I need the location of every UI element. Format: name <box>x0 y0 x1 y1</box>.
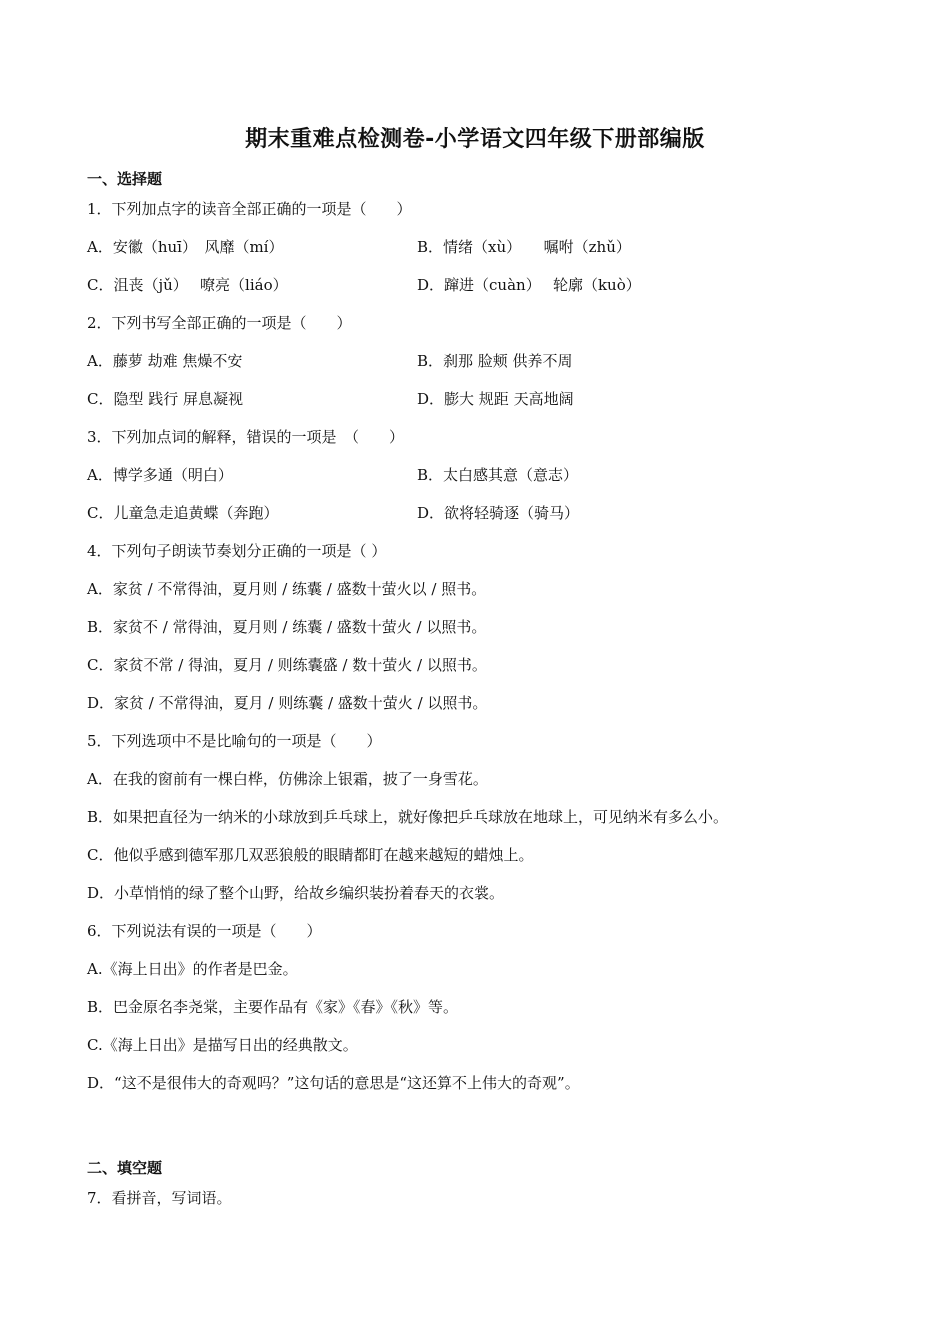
section-heading-fill-blank: 二、填空题 <box>87 1159 163 1177</box>
question-1-option-c: C．沮丧（jǔ） 嘹亮（liáo） <box>87 276 288 294</box>
question-5-option-c: C．他似乎感到德军那几双恶狼般的眼睛都盯在越来越短的蜡烛上。 <box>87 846 534 864</box>
question-4-option-d: D．家贫 / 不常得油，夏月 / 则练囊 / 盛数十萤火 / 以照书。 <box>87 694 488 712</box>
question-6-option-c: C.《海上日出》是描写日出的经典散文。 <box>87 1036 358 1054</box>
section-heading-choice: 一、选择题 <box>87 170 163 188</box>
question-2-option-c: C．隐型 践行 屏息凝视 <box>87 390 244 408</box>
question-3-option-b: B．太白感其意（意志） <box>417 466 579 484</box>
question-6-option-d: D．“这不是很伟大的奇观吗？”这句话的意思是“这还算不上伟大的奇观”。 <box>87 1074 580 1092</box>
question-2-option-d: D．膨大 规距 天高地阔 <box>417 390 574 408</box>
question-4-stem: 4．下列句子朗读节奏划分正确的一项是（ ） <box>87 542 387 560</box>
question-2-option-b: B．刹那 脸颊 供养不周 <box>417 352 573 370</box>
question-1-stem: 1．下列加点字的读音全部正确的一项是（ ） <box>87 200 412 218</box>
question-3-stem: 3．下列加点词的解释，错误的一项是 （ ） <box>87 428 405 446</box>
question-1-option-a: A．安徽（huī） 风靡（mí） <box>87 238 284 256</box>
question-3-option-c: C．儿童急走追黄蝶（奔跑） <box>87 504 279 522</box>
question-6-stem: 6．下列说法有误的一项是（ ） <box>87 922 322 940</box>
question-6-option-b: B．巴金原名李尧棠，主要作品有《家》《春》《秋》等。 <box>87 998 459 1016</box>
question-7-stem: 7．看拼音，写词语。 <box>87 1189 232 1207</box>
question-5-stem: 5．下列选项中不是比喻句的一项是（ ） <box>87 732 382 750</box>
question-4-option-b: B．家贫不 / 常得油，夏月则 / 练囊 / 盛数十萤火 / 以照书。 <box>87 618 487 636</box>
question-4-option-c: C．家贫不常 / 得油，夏月 / 则练囊盛 / 数十萤火 / 以照书。 <box>87 656 487 674</box>
question-3-option-d: D．欲将轻骑逐（骑马） <box>417 504 580 522</box>
question-2-stem: 2．下列书写全部正确的一项是（ ） <box>87 314 352 332</box>
question-5-option-b: B．如果把直径为一纳米的小球放到乒乓球上，就好像把乒乓球放在地球上，可见纳米有多么小。 <box>87 808 729 826</box>
question-2-option-a: A．藤萝 劫难 焦燥不安 <box>87 352 243 370</box>
question-1-option-b: B．情绪（xù） 嘱咐（zhǔ） <box>417 238 631 256</box>
question-6-option-a: A.《海上日出》的作者是巴金。 <box>87 960 298 978</box>
document-title: 期末重难点检测卷-小学语文四年级下册部编版 <box>245 127 705 152</box>
question-4-option-a: A．家贫 / 不常得油，夏月则 / 练囊 / 盛数十萤火以 / 照书。 <box>87 580 487 598</box>
question-3-option-a: A．博学多通（明白） <box>87 466 233 484</box>
question-1-option-d: D．蹿进（cuàn） 轮廓（kuò） <box>417 276 641 294</box>
question-5-option-a: A．在我的窗前有一棵白桦，仿佛涂上银霜，披了一身雪花。 <box>87 770 488 788</box>
question-5-option-d: D．小草悄悄的绿了整个山野，给故乡编织装扮着春天的衣裳。 <box>87 884 505 902</box>
